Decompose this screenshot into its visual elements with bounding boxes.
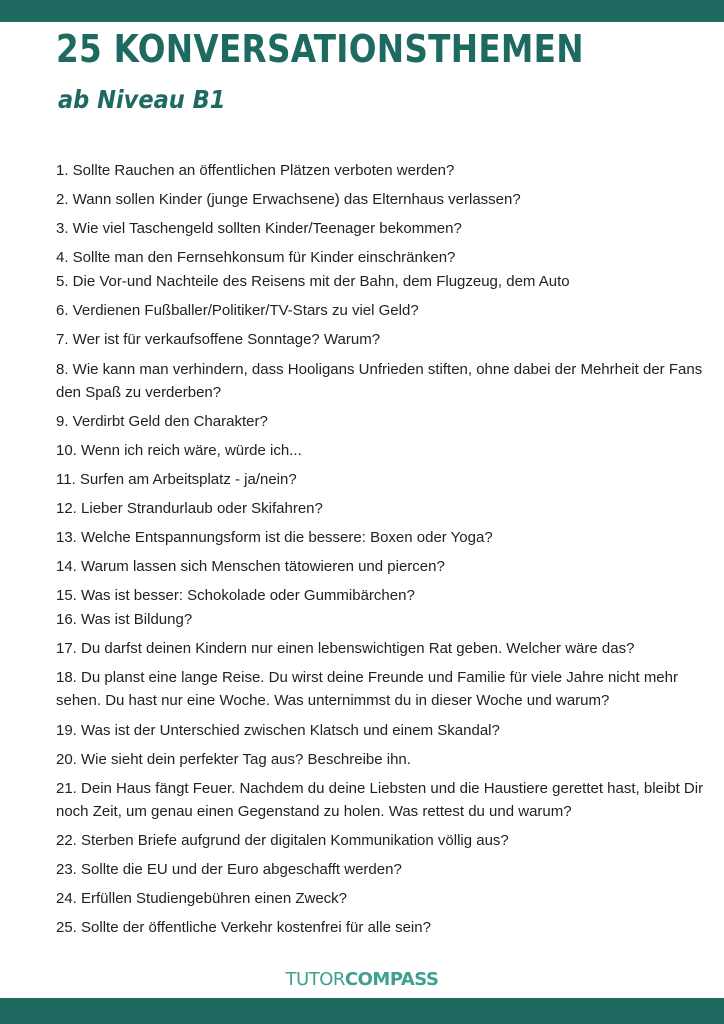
topic-item-20: 20. Wie sieht dein perfekter Tag aus? Beschreibe ihn. xyxy=(56,750,411,768)
brand-logo xyxy=(0,968,724,992)
topic-list xyxy=(56,159,704,939)
topic-item-2: 2. Wann sollen Kinder (junge Erwachsene) das Elternhaus verlassen? xyxy=(56,191,521,209)
topic-item-15: 15. Was ist besser: Schokolade oder Gummibärchen? xyxy=(56,587,415,605)
topic-item-5: 5. Die Vor-und Nachteile des Reisens mit der Bahn, dem Flugzeug, dem Auto xyxy=(56,273,570,291)
topic-item-24: 24. Erfüllen Studiengebühren einen Zweck? xyxy=(56,889,348,907)
brand-logo-tutor: TUTOR xyxy=(285,969,345,990)
topic-item-23: 23. Sollte die EU und der Euro abgeschafft werden? xyxy=(56,860,402,878)
topic-item-17: 17. Du darfst deinen Kindern nur einen lebenswichtigen Rat geben. Welcher wäre das? xyxy=(56,640,635,658)
topic-item-13: 13. Welche Entspannungsform ist die bessere: Boxen oder Yoga? xyxy=(56,529,493,547)
topic-item-18: 18. Du planst eine lange Reise. Du wirst deine Freunde und Familie für viele Jahre nicht mehr sehen. Du hast nur eine Woche. Was unternimmst du in dieser Woche und warum? xyxy=(56,669,678,710)
page-subtitle: ab Niveau B1 xyxy=(58,85,226,114)
brand-logo-compass: COMPASS xyxy=(344,969,439,990)
topic-item-1: 1. Sollte Rauchen an öffentlichen Plätzen verboten werden? xyxy=(56,162,455,179)
top-color-band xyxy=(0,0,724,22)
page-title: 25 KONVERSATIONSTHEMEN xyxy=(56,27,584,71)
topic-item-21: 21. Dein Haus fängt Feuer. Nachdem du deine Liebsten und die Haustiere gerettet hast, bleibt Dir noch Zeit, um genau einen Gegenstand zu holen. Was rettest du und warum? xyxy=(56,779,704,820)
topic-item-3: 3. Wie viel Taschengeld sollten Kinder/Teenager bekommen? xyxy=(56,220,462,238)
topic-item-9: 9. Verdirbt Geld den Charakter? xyxy=(56,412,268,430)
bottom-color-band xyxy=(0,998,724,1024)
topic-item-4: 4. Sollte man den Fernsehkonsum für Kinder einschränken? xyxy=(56,249,456,267)
topic-item-16: 16. Was ist Bildung? xyxy=(56,611,193,629)
topic-item-11: 11. Surfen am Arbeitsplatz - ja/nein? xyxy=(56,470,297,488)
topic-item-25: 25. Sollte der öffentliche Verkehr kostenfrei für alle sein? xyxy=(56,919,431,937)
topic-item-6: 6. Verdienen Fußballer/Politiker/TV-Stars zu viel Geld? xyxy=(56,302,419,320)
topic-item-19: 19. Was ist der Unterschied zwischen Klatsch und einem Skandal? xyxy=(56,721,500,739)
topic-item-12: 12. Lieber Strandurlaub oder Skifahren? xyxy=(56,499,323,517)
topic-item-7: 7. Wer ist für verkaufsoffene Sonntage? Warum? xyxy=(56,331,381,349)
topic-item-22: 22. Sterben Briefe aufgrund der digitalen Kommunikation völlig aus? xyxy=(56,831,509,849)
topic-item-8: 8. Wie kann man verhindern, dass Hooligans Unfrieden stiften, ohne dabei der Mehrheit der Fans den Spaß zu verderben? xyxy=(56,360,703,401)
topic-item-10: 10. Wenn ich reich wäre, würde ich... xyxy=(56,441,302,459)
topic-item-14: 14. Warum lassen sich Menschen tätowieren und piercen? xyxy=(56,558,445,576)
